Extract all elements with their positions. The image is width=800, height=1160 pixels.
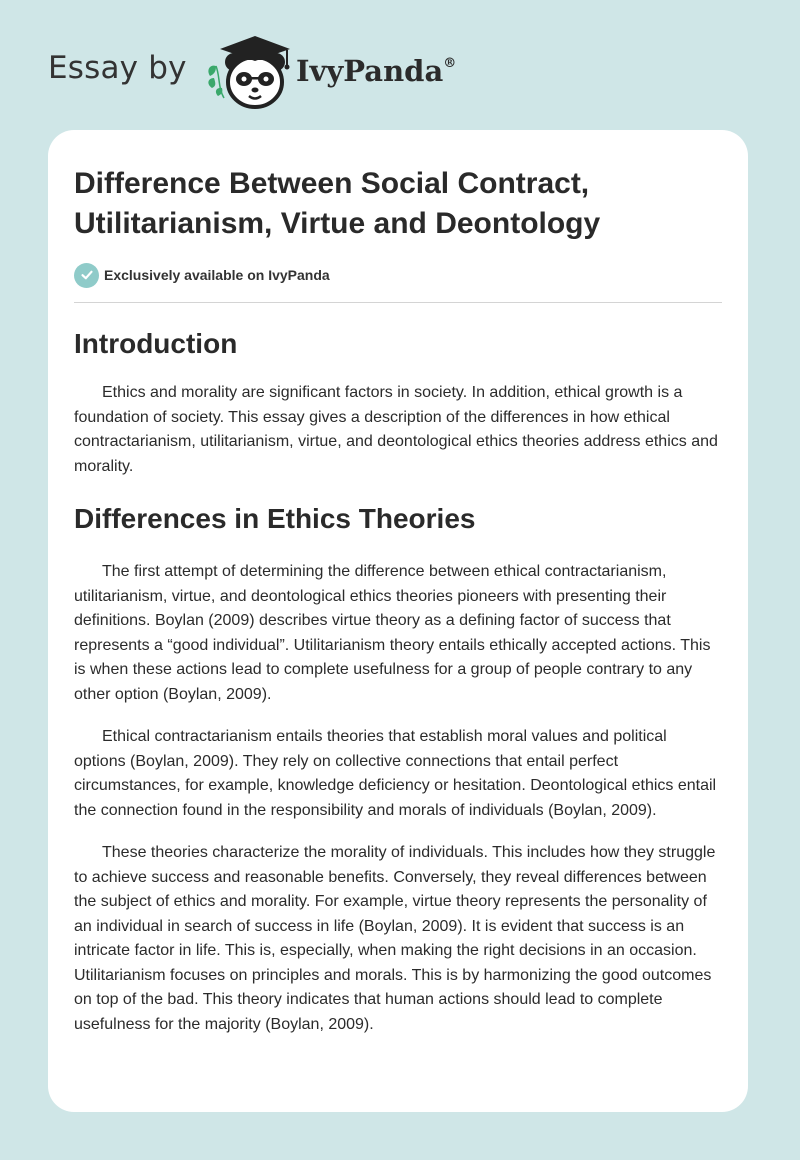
exclusive-badge [74, 262, 722, 288]
paragraph: The first attempt of determining the difference between ethical contractarianism, utilitarianism, virtue, and deontological ethics theories pioneers with presenting their definitions. Boylan (2009) describes virtue theory as a defining factor of success that represents a “good individual”. Utilitarianism theory entails ethically accepted actions. This is when these actions lead to complete usefulness for a group of people contrary to any other option (Boylan, 2009). [74, 563, 711, 703]
site-header [48, 28, 548, 112]
section-heading-introduction: Introduction [74, 328, 238, 359]
brand-name-text: IvyPanda [296, 54, 444, 88]
exclusive-label: Exclusively available on IvyPanda [104, 267, 330, 283]
check-icon [74, 263, 99, 288]
paragraph: These theories characterize the morality of individuals. This includes how they struggle to achieve success and reasonable benefits. Conversely, they reveal differences between the subject of ethics and morality. For example, virtue theory represents the personality of an individual in search of success in life (Boylan, 2009). It is evident that success is an intricate factor in life. This is, especially, when making the right decisions in an occasion. Utilitarianism focuses on principles and morals. This is by harmonizing the good outcomes on top of the bad. This theory indicates that human actions should lead to complete usefulness for the majority (Boylan, 2009). [74, 844, 716, 1033]
registered-mark: ® [443, 56, 457, 71]
section-heading-differences: Differences in Ethics Theories [74, 503, 476, 534]
brand-name[interactable] [296, 54, 456, 88]
essay-card [48, 130, 748, 1112]
essay-by-label: Essay by [48, 50, 187, 86]
divider [74, 302, 722, 303]
paragraph: Ethical contractarianism entails theories that establish moral values and political options (Boylan, 2009). They rely on collective connections that entail perfect circumstances, for example, knowledge deficiency or hesitation. Deontological ethics entail the connection found in the responsibility and morals of individuals (Boylan, 2009). [74, 728, 717, 819]
essay-title: Difference Between Social Contract, Utilitarianism, Virtue and Deontology [74, 167, 601, 240]
paragraph: Ethics and morality are significant factors in society. In addition, ethical growth is a foundation of society. This essay gives a description of the differences in how ethical contractarianism, utilitarianism, virtue, and deontological ethics theories address ethics and morality. [74, 384, 718, 475]
panda-graduate-icon[interactable] [204, 32, 298, 112]
